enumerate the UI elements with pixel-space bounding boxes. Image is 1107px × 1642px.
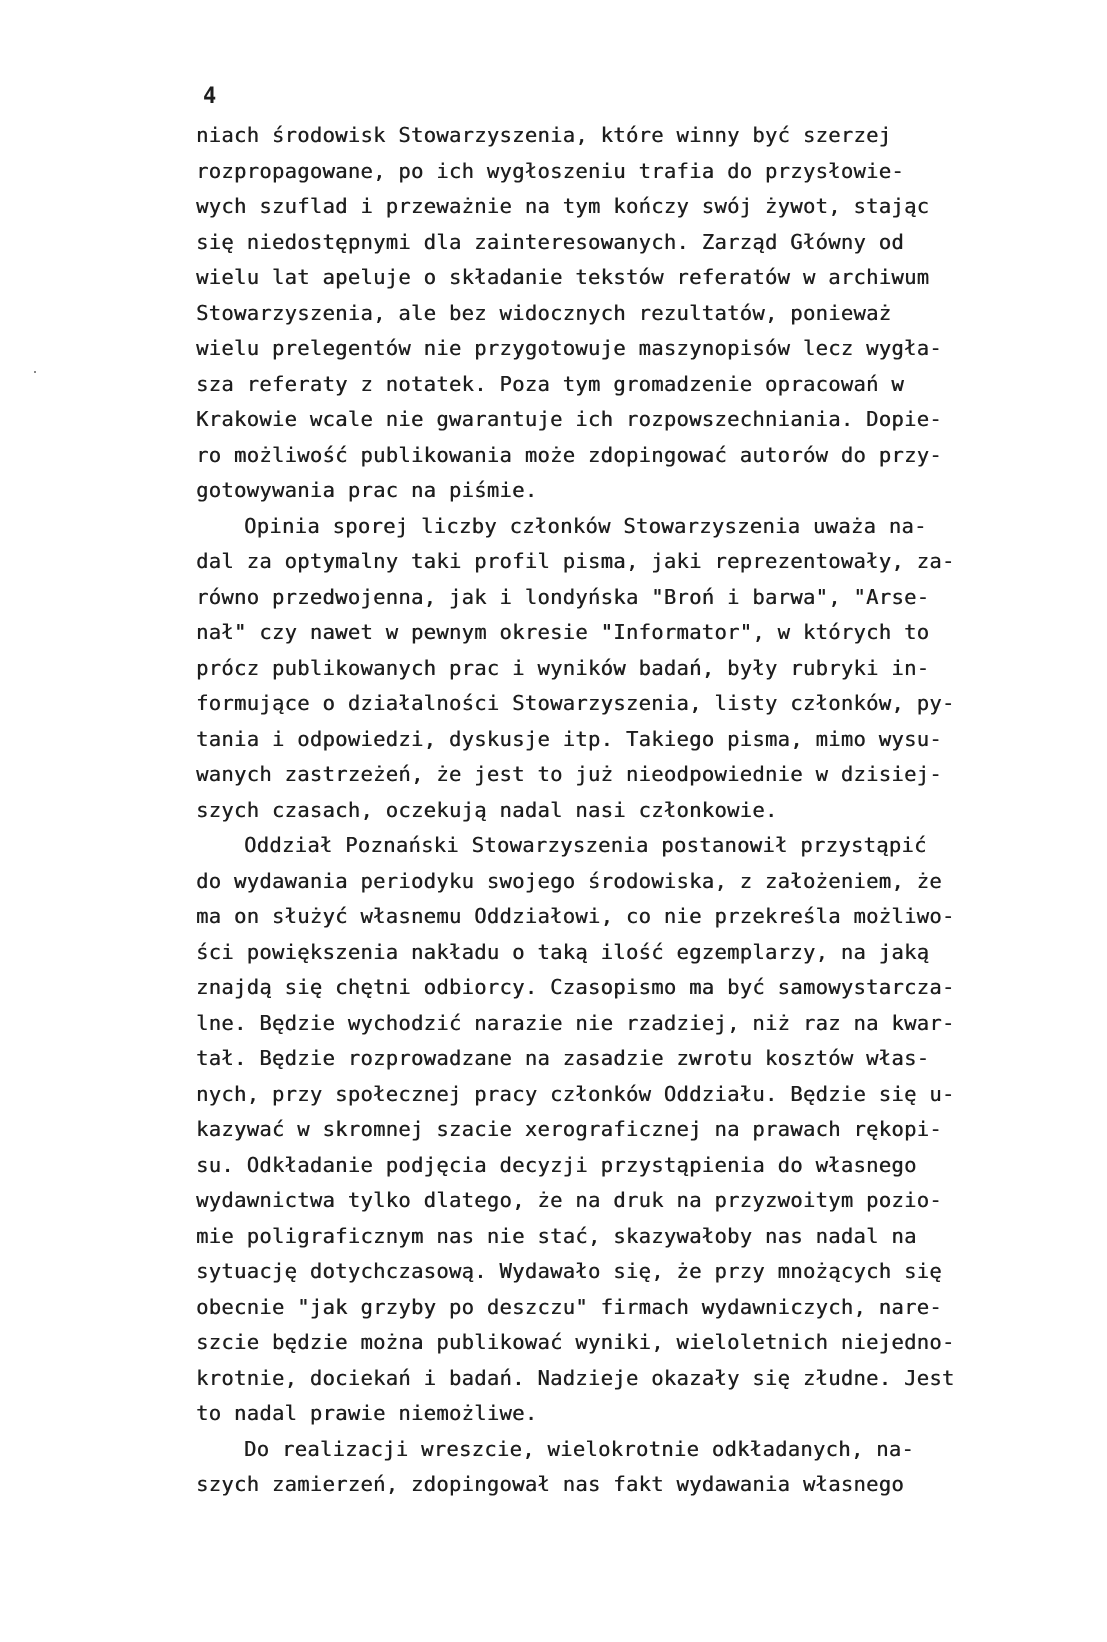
text-line: niach środowisk Stowarzyszenia, które winny być szerzej: [196, 123, 892, 147]
text-line: kazywać w skromnej szacie xerograficznej na prawach rękopi-: [196, 1117, 942, 1141]
body-text: [196, 118, 1076, 1503]
text-line: sytuację dotychczasową. Wydawało się, że przy mnożących się: [196, 1259, 942, 1283]
margin-mark: [34, 371, 36, 373]
text-line: Krakowie wcale nie gwarantuje ich rozpowszechniania. Dopie-: [196, 407, 942, 431]
text-line: się niedostępnymi dla zainteresowanych. Zarząd Główny od: [196, 229, 904, 254]
text-line: prócz publikowanych prac i wyników badań, były rubryki in-: [196, 655, 930, 680]
text-line: Stowarzyszenia, ale bez widocznych rezultatów, ponieważ: [196, 300, 892, 325]
text-line: nych, przy społecznej pracy członków Oddziału. Będzie się u-: [196, 1081, 955, 1106]
text-line: ści powiększenia nakładu o taką ilość egzemplarzy, na jaką: [196, 939, 930, 964]
text-line: gotowywania prac na piśmie.: [196, 478, 538, 502]
text-line: sza referaty z notatek. Poza tym gromadzenie opracowań w: [196, 371, 904, 396]
paragraph-start-line: Oddział Poznański Stowarzyszenia postanowił przystąpić: [244, 833, 927, 857]
text-line: wych szuflad i przeważnie na tym kończy swój żywot, stając: [196, 194, 930, 218]
text-line: szych czasach, oczekują nadal nasi członkowie.: [196, 797, 778, 822]
text-line: wielu lat apeluje o składanie tekstów referatów w archiwum: [196, 265, 930, 289]
text-line: obecnie "jak grzyby po deszczu" firmach wydawniczych, nare-: [196, 1294, 942, 1319]
text-line: wydawnictwa tylko dlatego, że na druk na przyzwoitym pozio-: [196, 1188, 942, 1212]
text-line: formujące o działalności Stowarzyszenia, listy członków, py-: [196, 691, 955, 715]
text-line: szcie będzie można publikować wyniki, wieloletnich niejedno-: [196, 1330, 955, 1354]
paragraph-start-line: Opinia sporej liczby członków Stowarzyszenia uważa na-: [244, 513, 927, 538]
text-line: do wydawania periodyku swojego środowiska, z założeniem, że: [196, 868, 942, 893]
text-line: tał. Będzie rozprowadzane na zasadzie zwrotu kosztów włas-: [196, 1046, 930, 1070]
text-line: rozpropagowane, po ich wygłoszeniu trafia do przysłowie-: [196, 158, 904, 183]
text-line: mie poligraficznym nas nie stać, skazywałoby nas nadal na: [196, 1223, 917, 1248]
text-line: tania i odpowiedzi, dyskusje itp. Takiego pisma, mimo wysu-: [196, 726, 942, 751]
text-line: znajdą się chętni odbiorcy. Czasopismo ma być samowystarcza-: [196, 975, 955, 999]
text-line: szych zamierzeń, zdopingował nas fakt wydawania własnego: [196, 1472, 904, 1496]
text-line: krotnie, dociekań i badań. Nadzieje okazały się złudne. Jest: [196, 1365, 955, 1390]
text-line: su. Odkładanie podjęcia decyzji przystąpienia do własnego: [196, 1152, 917, 1177]
text-line: wanych zastrzeżeń, że jest to już nieodpowiednie w dzisiej-: [196, 762, 942, 786]
text-line: ma on służyć własnemu Oddziałowi, co nie przekreśla możliwo-: [196, 904, 955, 928]
text-line: to nadal prawie niemożliwe.: [196, 1401, 538, 1425]
text-line: nał" czy nawet w pewnym okresie "Informator", w których to: [196, 620, 930, 644]
text-line: dal za optymalny taki profil pisma, jaki reprezentowały, za-: [196, 549, 955, 573]
text-line: lne. Będzie wychodzić narazie nie rzadziej, niż raz na kwar-: [196, 1010, 955, 1035]
text-line: wielu prelegentów nie przygotowuje maszynopisów lecz wygła-: [196, 336, 942, 360]
text-line: równo przedwojenna, jak i londyńska "Broń i barwa", "Arse-: [196, 584, 930, 609]
text-line: ro możliwość publikowania może zdopingować autorów do przy-: [196, 442, 942, 467]
page-number: 4: [203, 84, 217, 109]
paragraph-start-line: Do realizacji wreszcie, wielokrotnie odkładanych, na-: [244, 1436, 915, 1461]
